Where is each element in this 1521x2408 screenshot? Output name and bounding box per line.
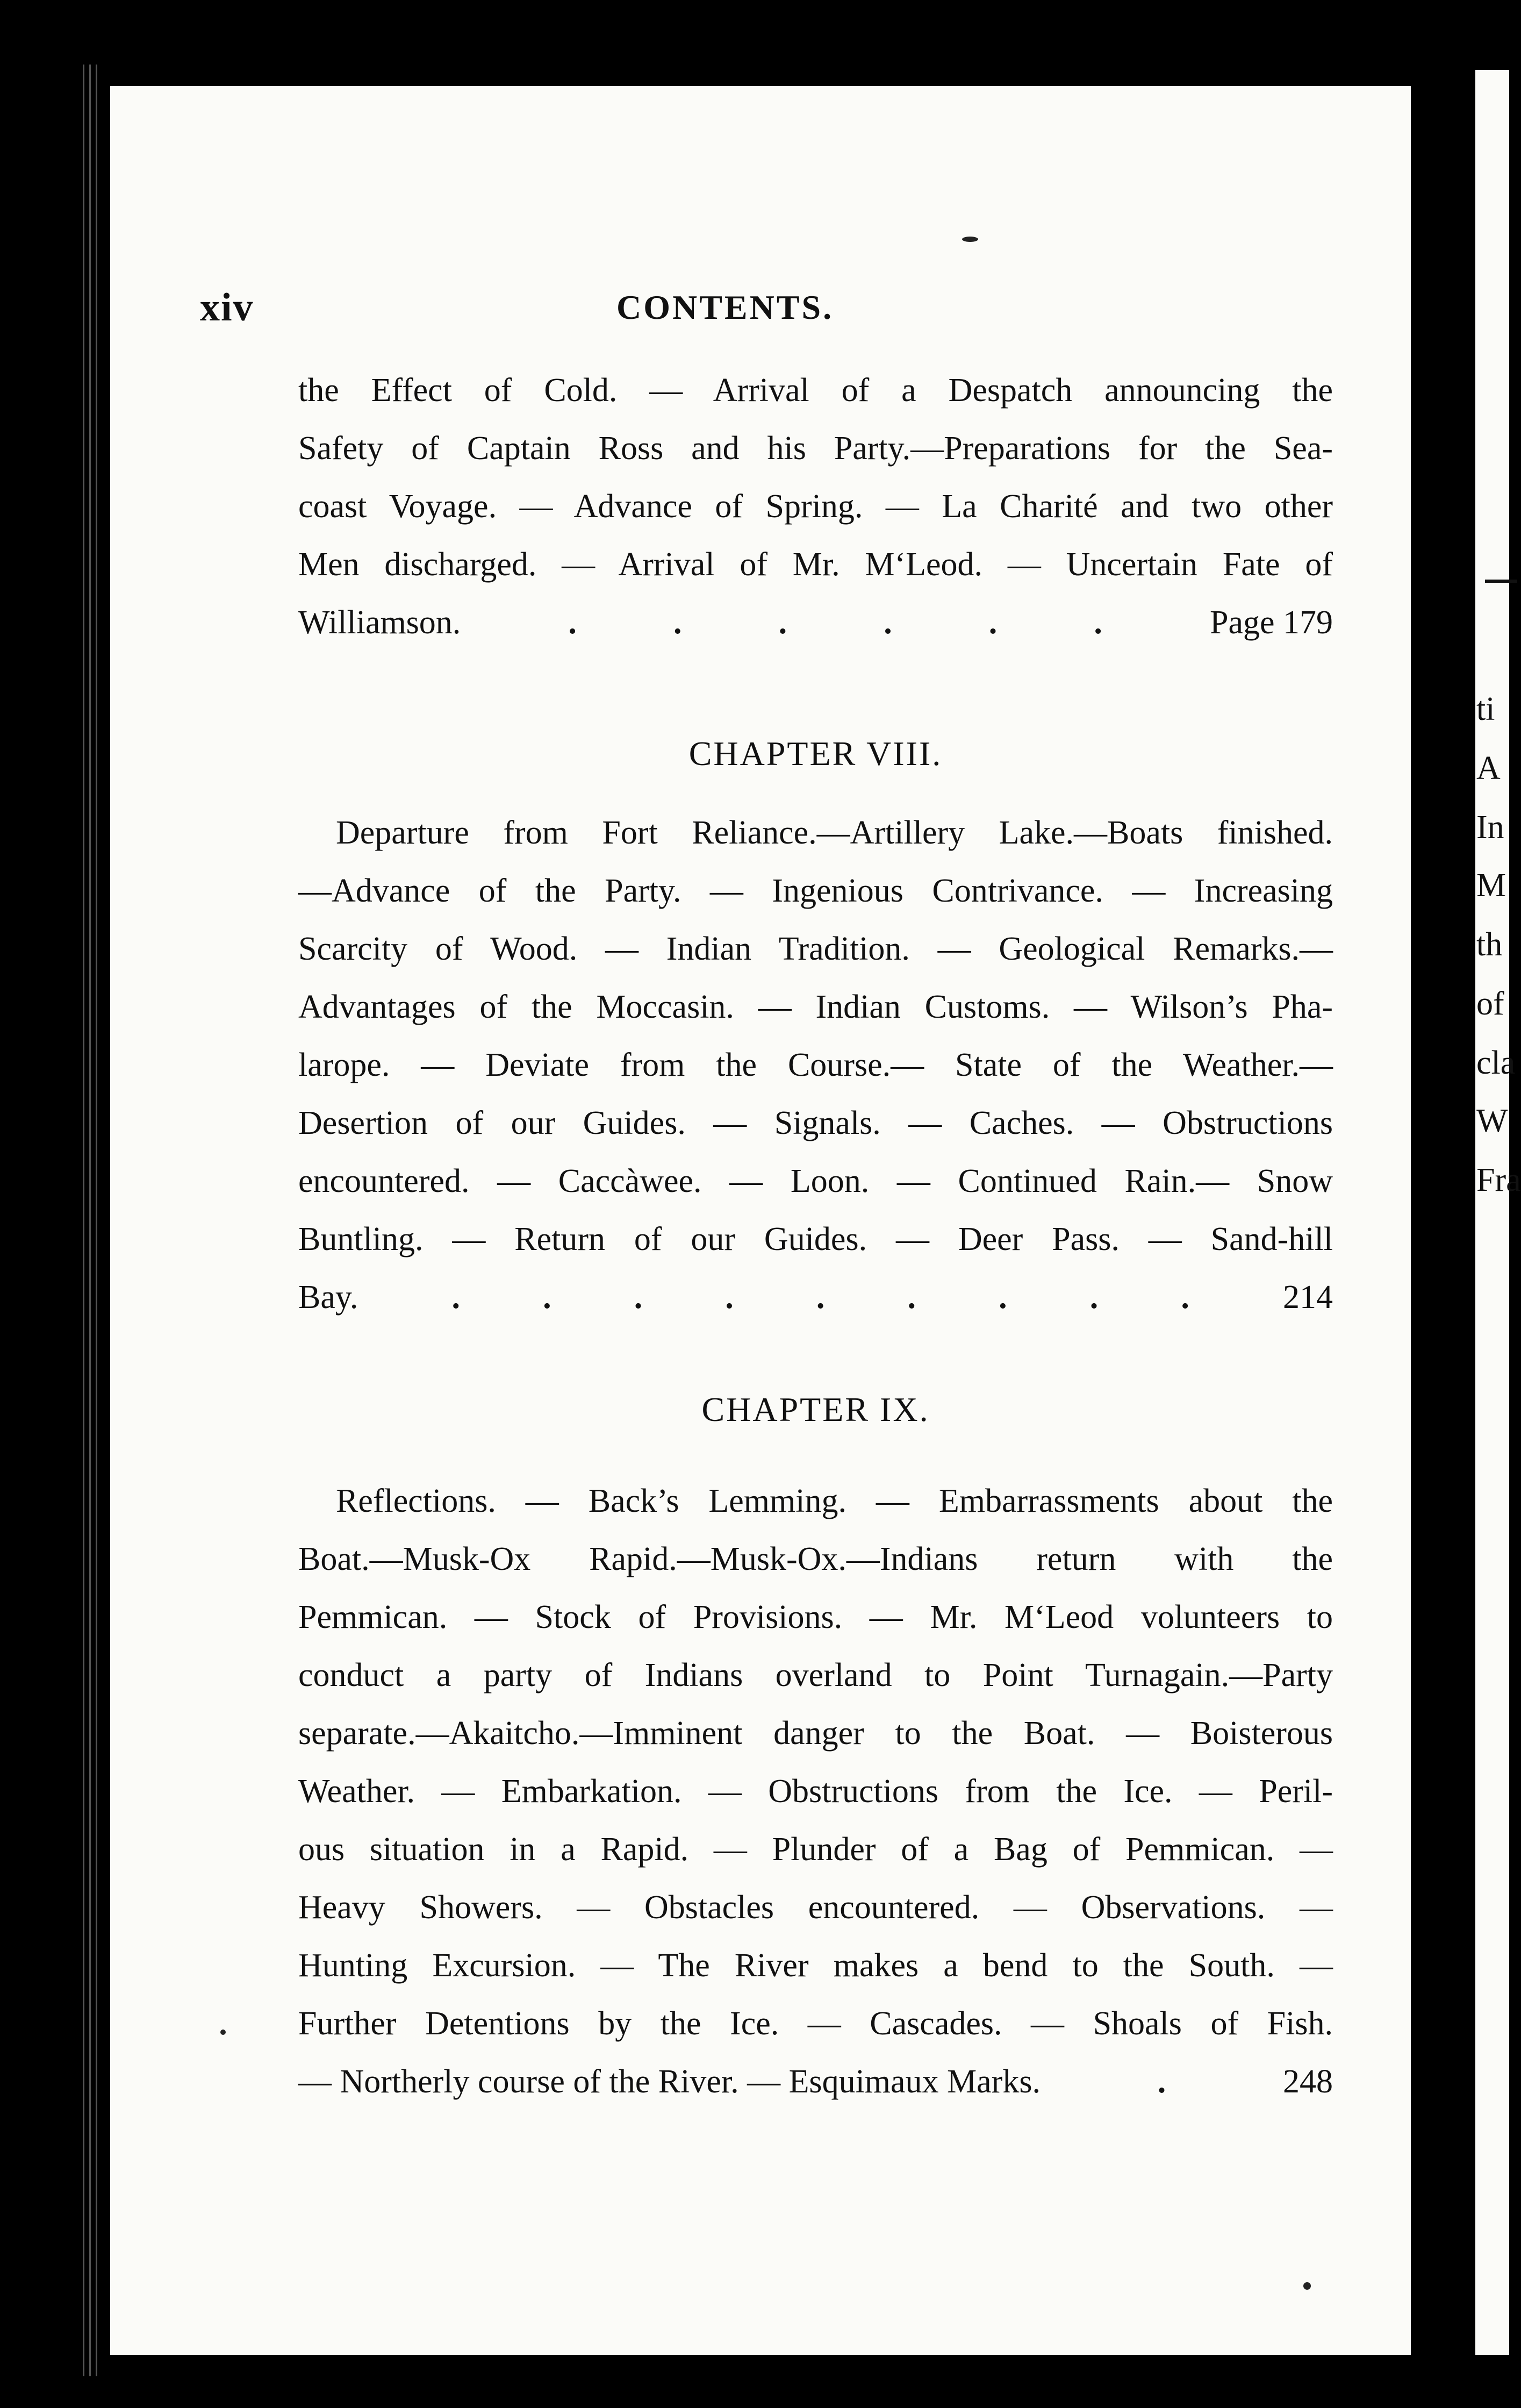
facing-fragment: W (1476, 1103, 1508, 1139)
summary-line: Reflections. — Back’s Lemming. — Embarrassments about the (336, 1483, 1333, 1519)
binding-gutter (81, 65, 102, 2376)
page-reference: Page 179 (1209, 604, 1333, 641)
summary-line: Men discharged. — Arrival of Mr. M‘Leod. — Uncertain Fate of (298, 546, 1333, 583)
facing-fragment: M (1476, 867, 1506, 904)
summary-line: Advantages of the Moccasin. — Indian Customs. — Wilson’s Pha- (298, 989, 1333, 1025)
dot-leader: . (1157, 2063, 1166, 2100)
summary-line: coast Voyage. — Advance of Spring. — La Charité and two other (298, 488, 1333, 525)
summary-line: Desertion of our Guides. — Signals. — Caches. — Obstructions (298, 1105, 1333, 1141)
summary-line: —Advance of the Party. — Ingenious Contrivance. — Increasing (298, 873, 1333, 909)
summary-line: conduct a party of Indians overland to Point Turnagain.—Party (298, 1657, 1333, 1694)
summary-line-end: Bay. (298, 1279, 358, 1316)
summary-line-end: — Northerly course of the River. — Esquimaux Marks. (298, 2063, 1041, 2100)
chapter-viii-summary (298, 804, 1333, 1326)
facing-fragment: ti (1476, 691, 1495, 727)
summary-line: Heavy Showers. — Obstacles encountered. — Observations. — (298, 1889, 1333, 1926)
running-head (200, 285, 1334, 333)
facing-fragment: Fra (1476, 1162, 1521, 1198)
summary-last-line (298, 1268, 1333, 1326)
page-reference: 248 (1283, 2063, 1333, 2100)
facing-fragment: th (1476, 926, 1503, 963)
summary-line: larope. — Deviate from the Course.— State of the Weather.— (298, 1047, 1333, 1083)
facing-fragment: In (1476, 809, 1504, 846)
summary-line: Pemmican. — Stock of Provisions. — Mr. M‘Leod volunteers to (298, 1599, 1333, 1635)
summary-line: encountered. — Caccàwee. — Loon. — Continued Rain.— Snow (298, 1163, 1333, 1199)
dot-leader: . . . . . . (568, 604, 1102, 641)
page-number: xiv (200, 285, 254, 330)
summary-line: Safety of Captain Ross and his Party.—Preparations for the Sea- (298, 430, 1333, 467)
chapter-vii-summary (298, 361, 1333, 652)
dot-leader: . . . . . . . . . (451, 1279, 1189, 1316)
summary-line: Buntling. — Return of our Guides. — Deer Pass. — Sand-hill (298, 1221, 1333, 1257)
facing-page-edge (1475, 70, 1521, 2355)
summary-line-end: Williamson. (298, 604, 461, 641)
facing-page-rule (1485, 580, 1517, 583)
summary-line: Further Detentions by the Ice. — Cascades. — Shoals of Fish. (298, 2005, 1333, 2042)
page-reference: 214 (1283, 1279, 1333, 1316)
chapter-heading: CHAPTER IX. (701, 1390, 930, 1428)
summary-last-line (298, 594, 1333, 652)
summary-line: Weather. — Embarkation. — Obstructions from the Ice. — Peril- (298, 1773, 1333, 1810)
facing-fragment: A (1476, 750, 1501, 787)
chapter-heading: CHAPTER VIII. (688, 734, 943, 773)
summary-line: ous situation in a Rapid. — Plunder of a Bag of Pemmican. — (298, 1831, 1333, 1868)
summary-line: Hunting Excursion. — The River makes a bend to the South. — (298, 1947, 1333, 1984)
chapter-ix-summary (298, 1472, 1333, 2111)
scan-speck (962, 237, 978, 242)
scan-speck (220, 2030, 226, 2035)
facing-fragment: of (1476, 985, 1504, 1022)
summary-line: Scarcity of Wood. — Indian Tradition. — Geological Remarks.— (298, 931, 1333, 967)
summary-line: the Effect of Cold. — Arrival of a Despatch announcing the (298, 372, 1333, 409)
summary-line: separate.—Akaitcho.—Imminent danger to the Boat. — Boisterous (298, 1715, 1333, 1752)
scan-speck (1303, 2282, 1311, 2290)
summary-line: Boat.—Musk-Ox Rapid.—Musk-Ox.—Indians return with the (298, 1541, 1333, 1577)
facing-fragment: cla (1476, 1045, 1516, 1081)
running-title: CONTENTS. (616, 288, 834, 326)
summary-line: Departure from Fort Reliance.—Artillery Lake.—Boats finished. (336, 814, 1333, 851)
summary-last-line (298, 2053, 1333, 2111)
